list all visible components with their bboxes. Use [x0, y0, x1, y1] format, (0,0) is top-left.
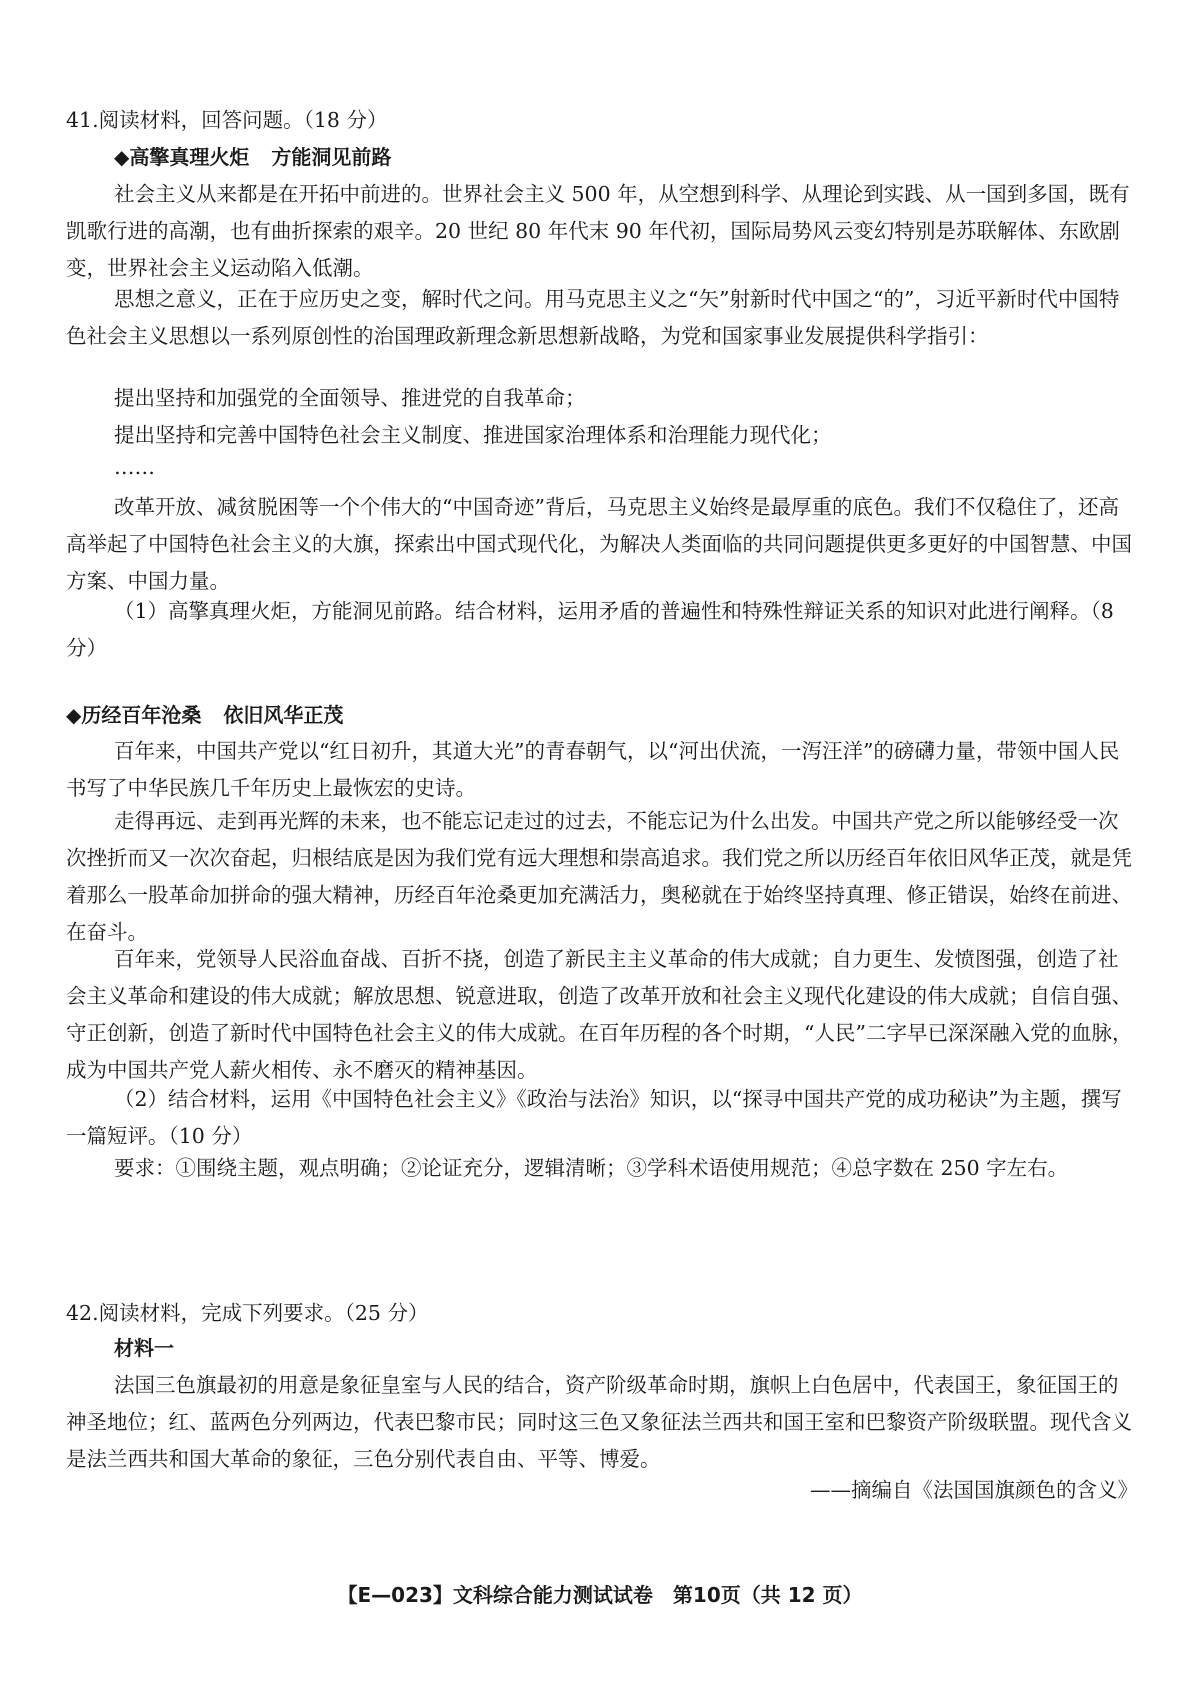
- material-1-label: 材料一: [114, 1336, 174, 1360]
- section2-heading: [66, 697, 1138, 734]
- material-1-source: ——摘编自《法国国旗颜色的含义》: [810, 1478, 1138, 1502]
- section2-paragraph-1: 百年来，中国共产党以“红日初升，其道大光”的青春朝气，以“河出伏流，一泻汪洋”的磅礴力量，带领中国人民书写了中华民族几千年历史上最恢宏的史诗。: [66, 739, 1120, 800]
- section1-heading: [114, 139, 1138, 176]
- section1-heading-a: ◆高擎真理火炬: [114, 145, 250, 169]
- section1-list-item-2: 提出坚持和完善中国特色社会主义制度、推进国家治理体系和治理能力现代化；: [114, 423, 832, 447]
- section2-paragraph-2: 走得再远、走到再光辉的未来，也不能忘记走过的过去，不能忘记为什么出发。中国共产党之所以能够经受一次次挫折而又一次次奋起，归根结底是因为我们党有远大理想和崇高追求。我们党之所以历经百年依旧风华正茂，就是凭着那么一股革命加拼命的强大精神，历经百年沧桑更加充满活力，奥秘就在于始终坚持真理、修正错误，始终在前进、在奋斗。: [66, 809, 1132, 944]
- section1-ellipsis: ……: [114, 455, 155, 479]
- section1-paragraph-3: 改革开放、减贫脱困等一个个伟大的“中国奇迹”背后，马克思主义始终是最厚重的底色。我们不仅稳住了，还高高举起了中国特色社会主义的大旗，探索出中国式现代化，为解决人类面临的共同问题提供更多更好的中国智慧、中国方案、中国力量。: [66, 495, 1132, 593]
- section1-list-item-1: 提出坚持和加强党的全面领导、推进党的自我革命；: [114, 386, 586, 410]
- q41-requirement: 要求：①围绕主题，观点明确；②论证充分，逻辑清晰；③学科术语使用规范；④总字数在 250 字左右。: [114, 1156, 1069, 1180]
- section1-paragraph-1: 社会主义从来都是在开拓中前进的。世界社会主义 500 年，从空想到科学、从理论到实践、从一国到多国，既有凯歌行进的高潮，也有曲折探索的艰辛。20 世纪 80 年代末 90 年代初，国际局势风云变幻特别是苏联解体、东欧剧变，世界社会主义运动陷入低潮。: [66, 182, 1130, 280]
- section1-paragraph-2: 思想之意义，正在于应历史之变，解时代之问。用马克思主义之“矢”射新时代中国之“的”，习近平新时代中国特色社会主义思想以一系列原创性的治国理政新理念新思想新战略，为党和国家事业发展提供科学指引：: [66, 287, 1120, 348]
- section2-heading-a: ◆历经百年沧桑: [66, 703, 202, 727]
- q41-question-2: （2）结合材料，运用《中国特色社会主义》《政治与法治》知识，以“探寻中国共产党的成功秘诀”为主题，撰写一篇短评。（10 分）: [66, 1087, 1122, 1148]
- page-footer: 【E—023】文科综合能力测试试卷 第10页（共 12 页）: [337, 1583, 863, 1607]
- section1-heading-b: 方能洞见前路: [271, 145, 392, 169]
- q41-title: 41.阅读材料，回答问题。（18 分）: [66, 108, 388, 132]
- material-1-text: 法国三色旗最初的用意是象征皇室与人民的结合，资产阶级革命时期，旗帜上白色居中，代表国王，象征国王的神圣地位；红、蓝两色分列两边，代表巴黎市民；同时这三色又象征法兰西共和国王室和巴黎资产阶级联盟。现代含义是法兰西共和国大革命的象征，三色分别代表自由、平等、博爱。: [66, 1373, 1132, 1471]
- section2-paragraph-3: 百年来，党领导人民浴血奋战、百折不挠，创造了新民主主义革命的伟大成就；自力更生、发愤图强，创造了社会主义革命和建设的伟大成就；解放思想、锐意进取，创造了改革开放和社会主义现代化建设的伟大成就；自信自强、守正创新，创造了新时代中国特色社会主义的伟大成就。在百年历程的各个时期，“人民”二字早已深深融入党的血脉，成为中国共产党人薪火相传、永不磨灭的精神基因。: [66, 947, 1133, 1082]
- q42-title: 42.阅读材料，完成下列要求。（25 分）: [66, 1301, 429, 1325]
- section2-heading-b: 依旧风华正茂: [223, 703, 344, 727]
- q41-question-1: （1）高擎真理火炬，方能洞见前路。结合材料，运用矛盾的普遍性和特殊性辩证关系的知识对此进行阐释。（8 分）: [66, 599, 1114, 660]
